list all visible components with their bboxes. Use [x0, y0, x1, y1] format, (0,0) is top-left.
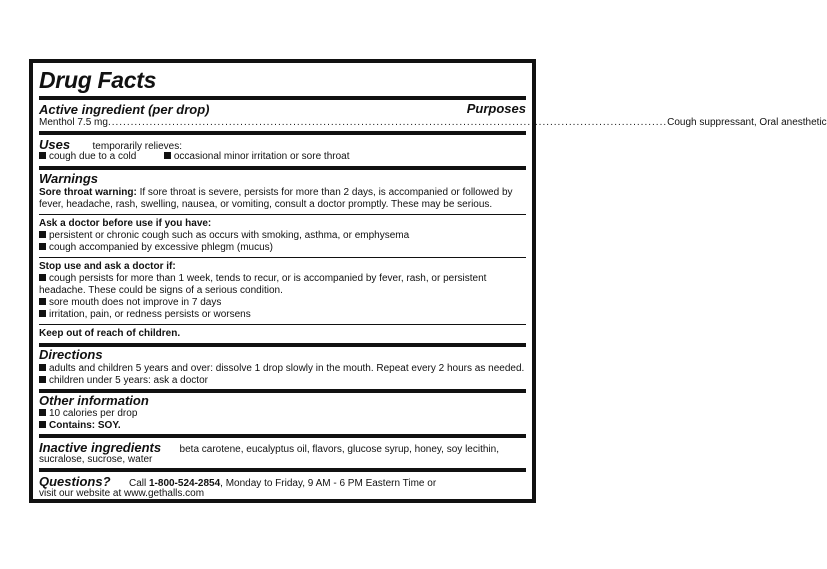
active-ingredient-heading: Active ingredient (per drop)	[39, 102, 210, 117]
other-information-item-text: 10 calories per drop	[49, 408, 138, 419]
uses-item: occasional minor irritation or sore throat	[173, 151, 350, 162]
directions-item	[39, 363, 526, 375]
ask-doctor-item-text: cough accompanied by excessive phlegm (mucus)	[49, 242, 273, 253]
leader-dots: ....................................................................................................................................................	[107, 117, 668, 128]
directions-item	[39, 375, 526, 387]
stop-use-item-cont: headache. These could be signs of a serious condition.	[39, 285, 283, 296]
website-link[interactable]: www.gethalls.com	[124, 488, 205, 499]
divider	[39, 257, 526, 258]
questions-heading: Questions?	[39, 474, 111, 489]
website-prefix: visit our website at	[39, 488, 125, 499]
divider	[39, 96, 526, 100]
questions-hours: , Monday to Friday, 9 AM - 6 PM Eastern Time or	[220, 478, 437, 489]
divider	[39, 166, 526, 170]
bullet-icon	[39, 310, 46, 317]
stop-use-item-text: cough persists for more than 1 week, tends to recur, or is accompanied by fever, rash, or persistent	[49, 273, 487, 284]
ask-doctor-item	[39, 242, 526, 254]
active-ingredient-name: Menthol 7.5 mg	[39, 117, 108, 128]
divider	[39, 214, 526, 215]
bullet-icon	[39, 376, 46, 383]
uses-item: cough due to a cold	[49, 151, 137, 162]
sore-throat-text: If sore throat is severe, persists for more than 2 days, is accompanied or followed by	[136, 187, 513, 198]
sore-throat-warning-cont: fever, headache, rash, swelling, nausea, or vomiting, consult a doctor promptly. These may be serious.	[39, 199, 493, 210]
ask-doctor-item-text: persistent or chronic cough such as occurs with smoking, asthma, or emphysema	[49, 230, 410, 241]
purpose-text: Cough suppressant, Oral anesthetic	[667, 117, 827, 128]
sore-throat-label: Sore throat warning:	[39, 187, 137, 198]
uses-intro: temporarily relieves:	[92, 141, 183, 152]
bullet-icon	[39, 152, 46, 159]
stop-use-item-text: sore mouth does not improve in 7 days	[49, 297, 222, 308]
uses-items	[39, 151, 526, 163]
bullet-icon	[39, 231, 46, 238]
inactive-ingredients-cont: sucralose, sucrose, water	[39, 454, 153, 465]
ask-doctor-heading: Ask a doctor before use if you have:	[39, 218, 212, 229]
warnings-heading: Warnings	[39, 171, 98, 186]
other-information-heading: Other information	[39, 393, 149, 408]
directions-heading: Directions	[39, 347, 103, 362]
stop-use-item	[39, 273, 526, 285]
sore-throat-warning	[39, 187, 526, 199]
directions-item-text: adults and children 5 years and over: dissolve 1 drop slowly in the mouth. Repeat every 2 hours as needed.	[49, 363, 525, 374]
stop-use-item	[39, 297, 526, 309]
bullet-icon	[39, 243, 46, 250]
questions-call: Call	[128, 478, 149, 489]
bullet-icon	[164, 152, 171, 159]
uses-heading: Uses	[39, 137, 71, 152]
inactive-ingredients-heading: Inactive ingredients	[39, 440, 162, 455]
inactive-ingredients-text: beta carotene, eucalyptus oil, flavors, glucose syrup, honey, soy lecithin,	[179, 444, 499, 455]
divider	[39, 468, 526, 472]
contains-soy-text: Contains: SOY.	[49, 420, 121, 431]
drug-facts-panel	[29, 59, 827, 503]
divider	[39, 434, 526, 438]
keep-out-of-reach: Keep out of reach of children.	[39, 328, 181, 339]
ask-doctor-item	[39, 230, 526, 242]
bullet-icon	[39, 298, 46, 305]
divider	[39, 324, 526, 325]
bullet-icon	[39, 364, 46, 371]
questions-website-row	[39, 488, 526, 500]
other-information-item	[39, 408, 526, 420]
bullet-icon	[39, 421, 46, 428]
stop-use-heading: Stop use and ask a doctor if:	[39, 261, 176, 272]
stop-use-item	[39, 309, 526, 321]
bullet-icon	[39, 409, 46, 416]
active-ingredient-row	[39, 117, 827, 129]
bullet-icon	[39, 274, 46, 281]
other-information-item	[39, 420, 526, 432]
phone-number[interactable]: 1-800-524-2854	[148, 478, 221, 489]
drug-facts-title: Drug Facts	[39, 67, 157, 93]
purposes-heading: Purposes	[466, 101, 526, 116]
directions-item-text: children under 5 years: ask a doctor	[49, 375, 208, 386]
divider	[39, 131, 526, 135]
stop-use-item-text: irritation, pain, or redness persists or worsens	[49, 309, 251, 320]
